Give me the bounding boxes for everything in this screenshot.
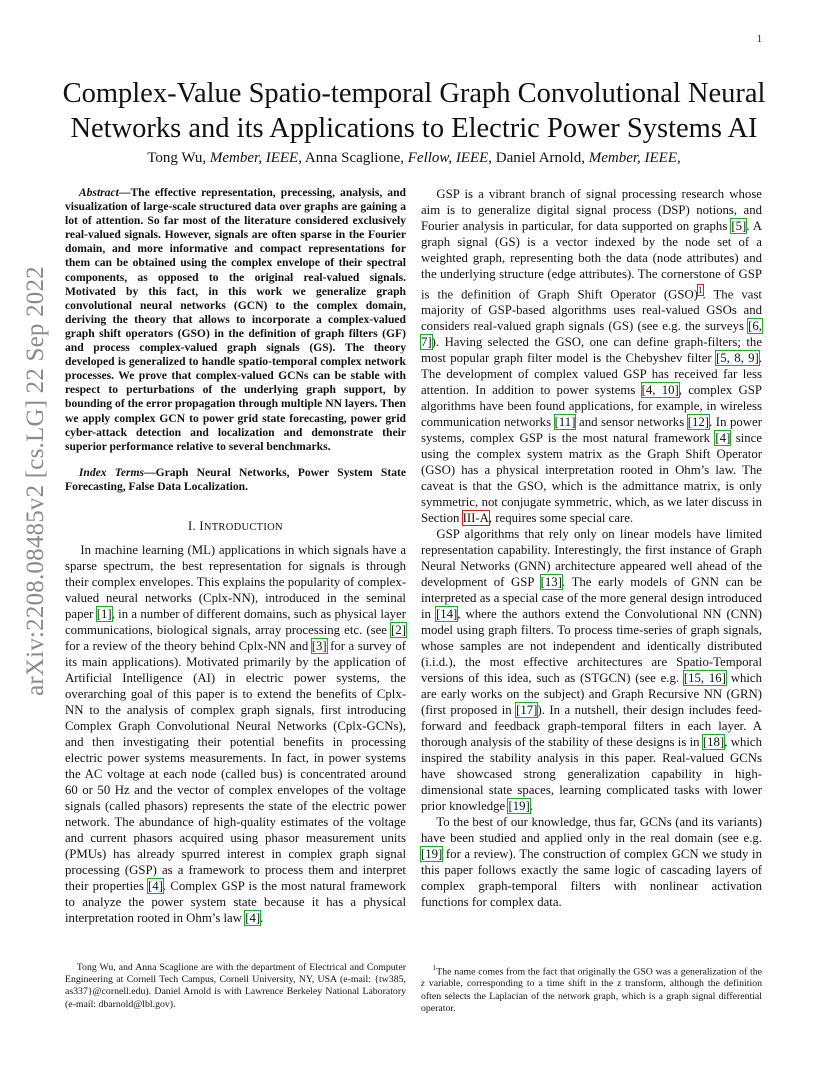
- index-terms: [65, 466, 406, 494]
- intro-paragraph-3: GSP algorithms that rely only on linear models have limited representation capability. Interestingly, the first instance of Graph Neural Networks (GNN) architecture appeared well ahead of the development of GSP [13]. The early models of GNN can be interpreted as a special case of the more general design introduced in [14], where the authors extend the Convolutional NN (CNN) model using graph filters. To process time-series of graph signals, whose samples are not independent and identically distributed (i.i.d.), the most effective architectures are Spatio-Temporal versions of this idea, such as (STGCN) (see e.g. [15, 16] which are early works on the subject) and Graph Recursive NN (GRN) (first proposed in [17]). In a nutshell, their design includes feed-forward and feedback graph-temporal filters in each layer. A thorough analysis of the stability of these designs is in [18], which inspired the stability analysis in this paper. Real-valued GCNs have showcased strong generalization capability in high-dimensional state spaces, learning complicated tasks with lower prior knowledge [19].: [421, 527, 763, 814]
- citation-link[interactable]: [4]: [147, 878, 163, 893]
- index-terms-label: Index Terms: [78, 465, 145, 479]
- paper-title: Complex-Value Spatio-temporal Graph Convolutional Neural Networks and its Applications to Electric Power Systems AI: [62, 78, 766, 144]
- left-column: [65, 186, 406, 926]
- citation-link[interactable]: [14]: [435, 607, 458, 622]
- author-2: , Anna Scaglione,: [298, 150, 408, 166]
- citation-link[interactable]: [4]: [715, 431, 731, 446]
- author-list: Tong Wu, Member, IEEE, Anna Scaglione, Fellow, IEEE, Daniel Arnold, Member, IEEE,: [147, 150, 681, 166]
- right-column: [421, 186, 762, 910]
- author-1-role: Member, IEEE: [209, 150, 299, 166]
- citation-link[interactable]: [15, 16]: [683, 671, 726, 686]
- arxiv-stamp[interactable]: [12, 266, 60, 696]
- author-affiliation-footnote: Tong Wu, and Anna Scaglione are with the department of Electrical and Computer Engineering at Cornell Tech Campus, Cornell University, NY, USA (e-mail: {tw385, as337}@cornell.edu). Daniel Arnold is with Lawrence Berkeley National Laboratory (e-mail: dbarnold@lbl.gov).: [65, 962, 406, 1010]
- author-3: , Daniel Arnold,: [488, 150, 589, 166]
- footnote-link[interactable]: 1: [698, 285, 703, 295]
- citation-link[interactable]: [4]: [245, 910, 261, 925]
- footnote-mark: 1: [432, 964, 437, 972]
- page-number: 1: [757, 34, 762, 45]
- arxiv-stamp-text: arXiv:2208.08485v2 [cs.LG] 22 Sep 2022: [22, 266, 49, 696]
- section-heading-introduction: I. INTRODUCTION: [188, 518, 283, 533]
- citation-link[interactable]: [1]: [96, 606, 112, 621]
- author-2-role: Fellow, IEEE: [407, 150, 489, 166]
- citation-link[interactable]: [3]: [311, 638, 327, 653]
- abstract: [65, 186, 406, 454]
- citation-link[interactable]: [19]: [508, 799, 530, 814]
- author-1: Tong Wu,: [147, 150, 210, 166]
- intro-paragraph-2: GSP is a vibrant branch of signal processing research whose aim is to generalize digital signal process (DSP) notions, and Fourier analysis in particular, for data supported on graphs [5]. A graph signal (GS) is a vector indexed by the node set of a weighted graph, representing both the data (node attributes) and the underlying structure (edge attributes). The cornerstone of GSP is the definition of Graph Shift Operator (GSO)$^1$. The vast majority of GSP-based algorithms uses real-valued GSOs and considers real-valued graph signals (GS) (see e.g. the surveys [6, 7]). Having selected the GSO, one can define graph-filters; the most popular graph filter model is the Chebyshev filter [5, 8, 9]. The development of complex valued GSP has received far less attention. In addition to power systems [4, 10], complex GSP algorithms have been found applications, for example, in wireless communication networks [11] and sensor networks [12]. In power systems, complex GSP is the most natural framework [4] since using the complex system matrix as the Graph Shift Operator (GSO) has a physical interpretation rooted in Ohm’s law. The caveat is that the GSO, which is the admittance matrix, is only symmetric, not conjugate symmetric, which, as we later discuss in Section III-A, requires some special care.: [421, 187, 763, 526]
- author-3-role: Member, IEEE: [588, 150, 678, 166]
- citation-link[interactable]: [11]: [554, 415, 576, 430]
- intro-paragraph-1: In machine learning (ML) applications in which signals have a sparse spectrum, the best representation for signals is through their complex envelopes. This explains the popularity of complex-valued neural networks (Cplx-NN), introduced in the seminal paper [1], in a number of different domains, such as physical layer communications, biological signals, array processing etc. (see [2] for a review of the theory behind Cplx-NN and [3] for a survey of its main applications). Motivated primarily by the application of Artificial Intelligence (AI) in electric power systems, the overarching goal of this paper is to extend the benefits of Cplx-NN to the analysis of complex graph signals, first introducing Complex Graph Convolutional Neural Networks (Cplx-GCNs), and then investigating their potential benefits in processing electric power systems measurements. In fact, in power systems the AC voltage at each node (called bus) is concentrated around 60 or 50 Hz and the vector of complex envelopes of the voltage signals (called phasors) represents the state of the electric power network. The abundance of high-quality estimates of the voltage and current phasors acquired using phasor measurement units (PMUs) has already spurred interest in complex graph signal processing (GSP) as a framework to process them and interpret their properties [4]. Complex GSP is the most natural framework to analyze the power system state because it has a physical interpretation rooted in Ohm’s law [4].: [65, 542, 406, 925]
- intro-paragraph-4: To the best of our knowledge, thus far, GCNs (and its variants) have been studied and applied only in the real domain (see e.g. [19] for a review). The construction of complex GCN we study in this paper follows exactly the same logic of cascading layers of complex graph-temporal filters with nonlinear activation functions for complex data.: [421, 815, 762, 910]
- citation-link[interactable]: [19]: [421, 847, 443, 862]
- citation-link[interactable]: [13]: [540, 575, 562, 590]
- section-link[interactable]: III-A: [462, 511, 489, 526]
- footnote-1: $^1$The name comes from the fact that originally the GSO was a generalization of the z variable, corresponding to a time shift in the z transform, although the definition often selects the Laplacian of the network graph, which is a graph signal differential operator.: [421, 964, 762, 1014]
- index-terms-text: —Graph Neural Networks, Power System State Forecasting, False Data Localization.: [65, 465, 406, 493]
- citation-link[interactable]: [6, 7]: [421, 319, 762, 350]
- citation-link[interactable]: [2]: [391, 622, 406, 637]
- citation-link[interactable]: [4, 10]: [641, 383, 679, 398]
- citation-link[interactable]: [12]: [687, 415, 710, 430]
- citation-link[interactable]: [5, 8, 9]: [716, 351, 759, 366]
- abstract-label: Abstract: [78, 186, 119, 199]
- citation-link[interactable]: [18]: [702, 735, 725, 750]
- citation-link[interactable]: [5]: [731, 219, 747, 233]
- abstract-text: —The effective representation, precessing, analysis, and visualization of large-scale structured data over graphs are gaining a lot of attention. So far most of the literature considered exclusively real-valued signals. However, signals are often sparse in the Fourier domain, and more informative and compact representations for them can be obtained using the complex envelope of their spectral components, as opposed to the original real-valued signals. Motivated by this fact, in this work we generalize graph convolutional neural networks (GCN) to the complex domain, deriving the theory that allows to incorporate a complex-valued graph shift operators (GSO) in the definition of graph filters (GF) and process complex-valued graph signals (GS). The theory developed is generalized to handle spatio-temporal complex network processes. We prove that complex-valued GCNs can be stable with respect to perturbations of the underlying graph support, by bounding of the error propagation through multiple NN layers. Then we apply complex GCN to power grid state forecasting, power grid cyber-attack detection and localization and demonstrate their superior performance relative to several benchmarks.: [65, 186, 406, 453]
- citation-link[interactable]: [17]: [516, 703, 538, 718]
